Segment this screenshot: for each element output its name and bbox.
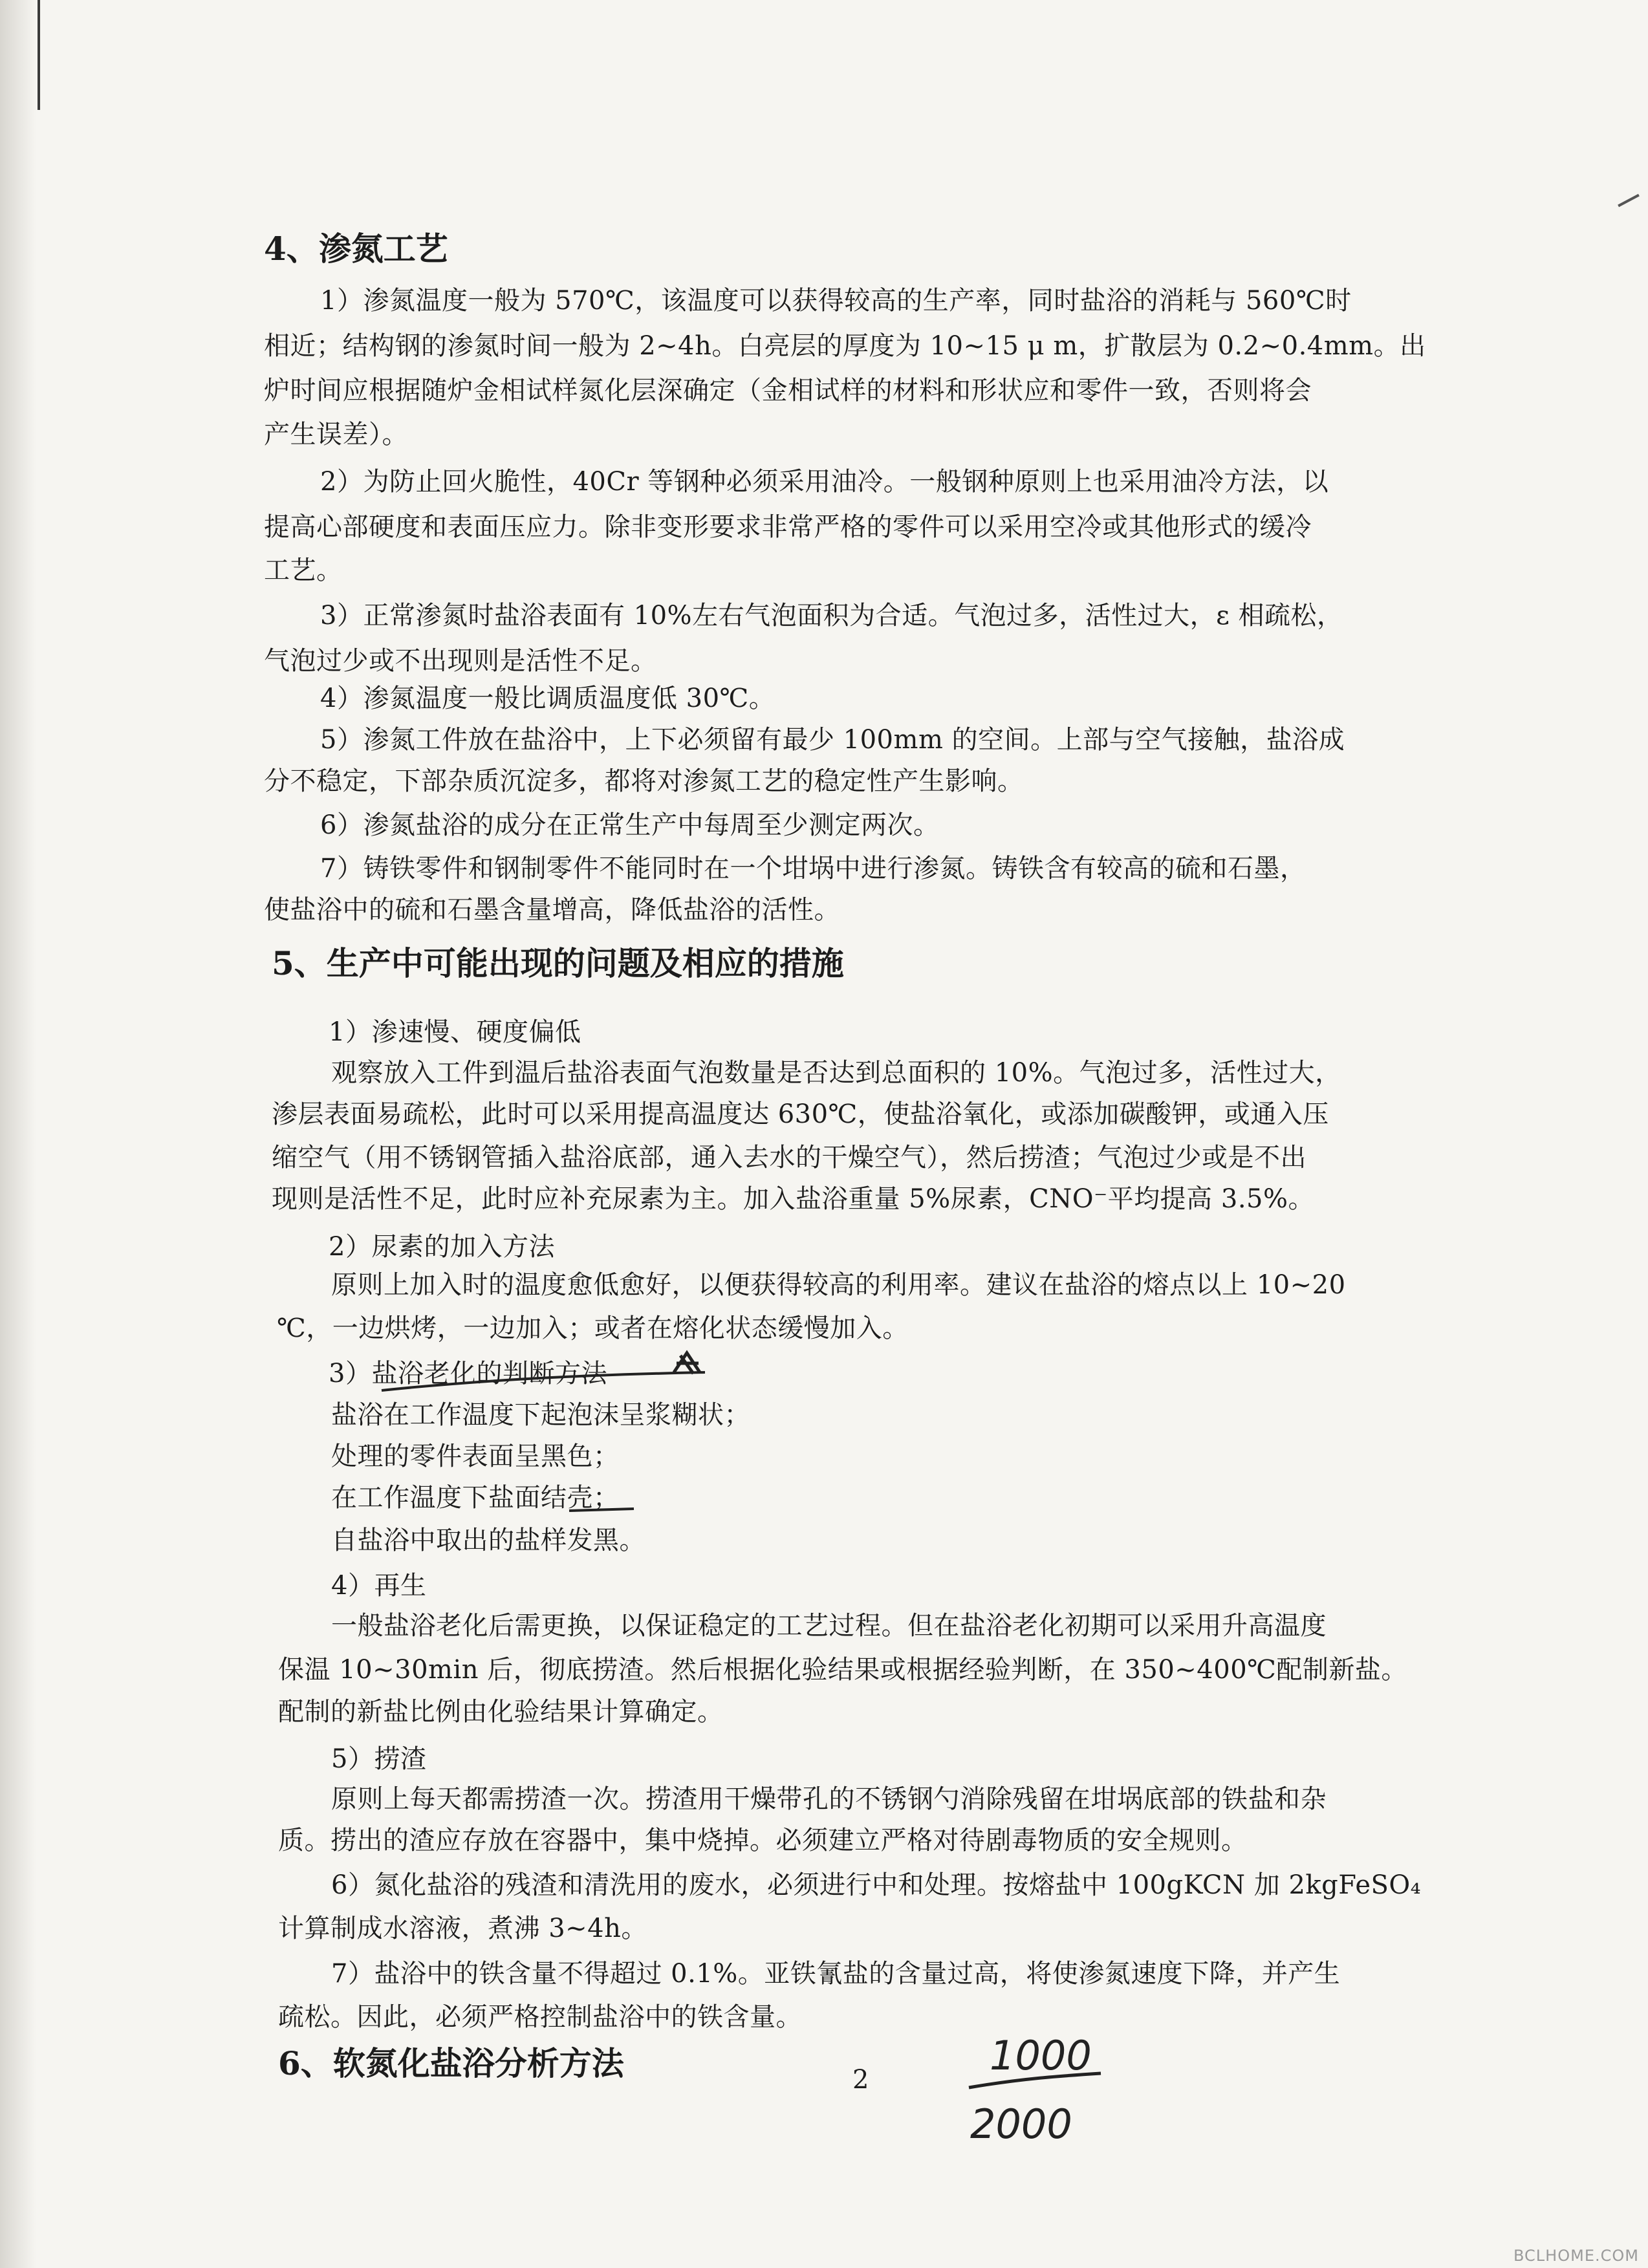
paragraph-line: 渗层表面易疏松，此时可以采用提高温度达 630℃，使盐浴氧化，或添加碳酸钾，或通入压 <box>272 1099 1329 1129</box>
handwritten-star-mark <box>674 1353 700 1374</box>
handwritten-number-top: 1000 <box>990 2032 1092 2079</box>
paragraph-line: 1）渗氮温度一般为 570℃，该温度可以获得较高的生产率，同时盐浴的消耗与 560℃时 <box>320 286 1352 316</box>
paragraph-line: 在工作温度下盐面结壳； <box>331 1483 620 1513</box>
paragraph-line: 工艺。 <box>264 556 343 585</box>
paragraph-line: 7）盐浴中的铁含量不得超过 0.1%。亚铁氰盐的含量过高，将使渗氮速度下降，并产生 <box>331 1959 1341 1989</box>
paragraph-line: 提高心部硬度和表面压应力。除非变形要求非常严格的零件可以采用空冷或其他形式的缓冷 <box>264 512 1312 542</box>
paragraph-line: 自盐浴中取出的盐样发黑。 <box>331 1526 645 1555</box>
paragraph-line: 缩空气（用不锈钢管插入盐浴底部，通入去水的干燥空气），然后捞渣；气泡过少或是不出 <box>272 1143 1306 1172</box>
paragraph-line: 2）为防止回火脆性，40Cr 等钢种必须采用油冷。一般钢种原则上也采用油冷方法，以 <box>320 467 1329 497</box>
paragraph-line: 3）正常渗氮时盐浴表面有 10%左右气泡面积为合适。气泡过多，活性过大，ε 相疏松， <box>320 601 1343 631</box>
paragraph-line: 3）盐浴老化的判断方法 <box>329 1359 607 1388</box>
handwritten-fraction-bar <box>969 2073 1101 2088</box>
paragraph-line: 6）渗氮盐浴的成分在正常生产中每周至少测定两次。 <box>320 810 940 840</box>
paragraph-line: 观察放入工件到温后盐浴表面气泡数量是否达到总面积的 10%。气泡过多，活性过大， <box>331 1058 1341 1088</box>
paragraph-line: 一般盐浴老化后需更换，以保证稳定的工艺过程。但在盐浴老化初期可以采用升高温度 <box>331 1611 1327 1641</box>
paragraph-line: 6）氮化盐浴的残渣和清洗用的废水，必须进行中和处理。按熔盐中 100gKCN 加 2kgFeSO₄ <box>331 1870 1422 1900</box>
paragraph-line: 7）铸铁零件和钢制零件不能同时在一个坩埚中进行渗氮。铸铁含有较高的硫和石墨， <box>320 854 1306 883</box>
scan-shadow-left <box>0 0 36 2268</box>
paragraph-line: 1）渗速慢、硬度偏低 <box>329 1017 581 1047</box>
paragraph-line: 盐浴在工作温度下起泡沫呈浆糊状； <box>331 1400 750 1430</box>
paragraph-line: 疏松。因此，必须严格控制盐浴中的铁含量。 <box>278 2002 802 2032</box>
paragraph-line: 5）渗氮工件放在盐浴中，上下必须留有最少 100mm 的空间。上部与空气接触，盐浴成 <box>320 725 1345 755</box>
paragraph-line: 分不稳定，下部杂质沉淀多，都将对渗氮工艺的稳定性产生影响。 <box>264 766 1024 796</box>
paragraph-line: 相近；结构钢的渗氮时间一般为 2~4h。白亮层的厚度为 10~15 μ m，扩散层为 0.2~0.4mm。出 <box>264 331 1426 361</box>
paragraph-line: 炉时间应根据随炉金相试样氮化层深确定（金相试样的材料和形状应和零件一致，否则将会 <box>264 376 1312 405</box>
scan-mark <box>38 0 40 110</box>
paragraph-line: ℃，一边烘烤，一边加入；或者在熔化状态缓慢加入。 <box>277 1313 909 1343</box>
paragraph-line: 气泡过少或不出现则是活性不足。 <box>264 646 657 676</box>
paragraph-line: 处理的零件表面呈黑色； <box>331 1442 620 1471</box>
paragraph-line: 4）渗氮温度一般比调质温度低 30℃。 <box>320 684 775 713</box>
paragraph-line: 质。捞出的渣应存放在容器中，集中烧掉。必须建立严格对待剧毒物质的安全规则。 <box>278 1826 1248 1855</box>
paragraph-line: 现则是活性不足，此时应补充尿素为主。加入盐浴重量 5%尿素，CNO⁻平均提高 3.5%。 <box>272 1184 1315 1214</box>
paragraph-line: 计算制成水溶液，煮沸 3~4h。 <box>278 1914 647 1943</box>
paragraph-line: 4）再生 <box>331 1571 427 1601</box>
handwritten-number-bottom: 2000 <box>970 2101 1072 2148</box>
page-number: 2 <box>852 2065 869 2095</box>
paragraph-line: 2）尿素的加入方法 <box>329 1232 555 1262</box>
paragraph-line: 原则上加入时的温度愈低愈好，以便获得较高的利用率。建议在盐浴的熔点以上 10~20 <box>331 1270 1346 1300</box>
paragraph-line: 使盐浴中的硫和石墨含量增高，降低盐浴的活性。 <box>264 895 840 925</box>
paragraph-line: 产生误差）。 <box>264 420 408 449</box>
watermark: BCLHOME.COM <box>1513 2247 1639 2265</box>
section-heading: 4、渗氮工艺 <box>264 230 448 268</box>
paragraph-line: 配制的新盐比例由化验结果计算确定。 <box>278 1697 724 1727</box>
paragraph-line: 5）捞渣 <box>331 1744 427 1774</box>
section-heading: 5、生产中可能出现的问题及相应的措施 <box>272 944 844 982</box>
paragraph-line: 保温 10~30min 后，彻底捞渣。然后根据化验结果或根据经验判断，在 350~400℃配制新盐。 <box>278 1655 1407 1685</box>
section-heading: 6、软氮化盐浴分析方法 <box>278 2044 624 2082</box>
paragraph-line: 原则上每天都需捞渣一次。捞渣用干燥带孔的不锈钢勺消除残留在坩埚底部的铁盐和杂 <box>331 1784 1327 1814</box>
scan-mark <box>1618 194 1640 207</box>
